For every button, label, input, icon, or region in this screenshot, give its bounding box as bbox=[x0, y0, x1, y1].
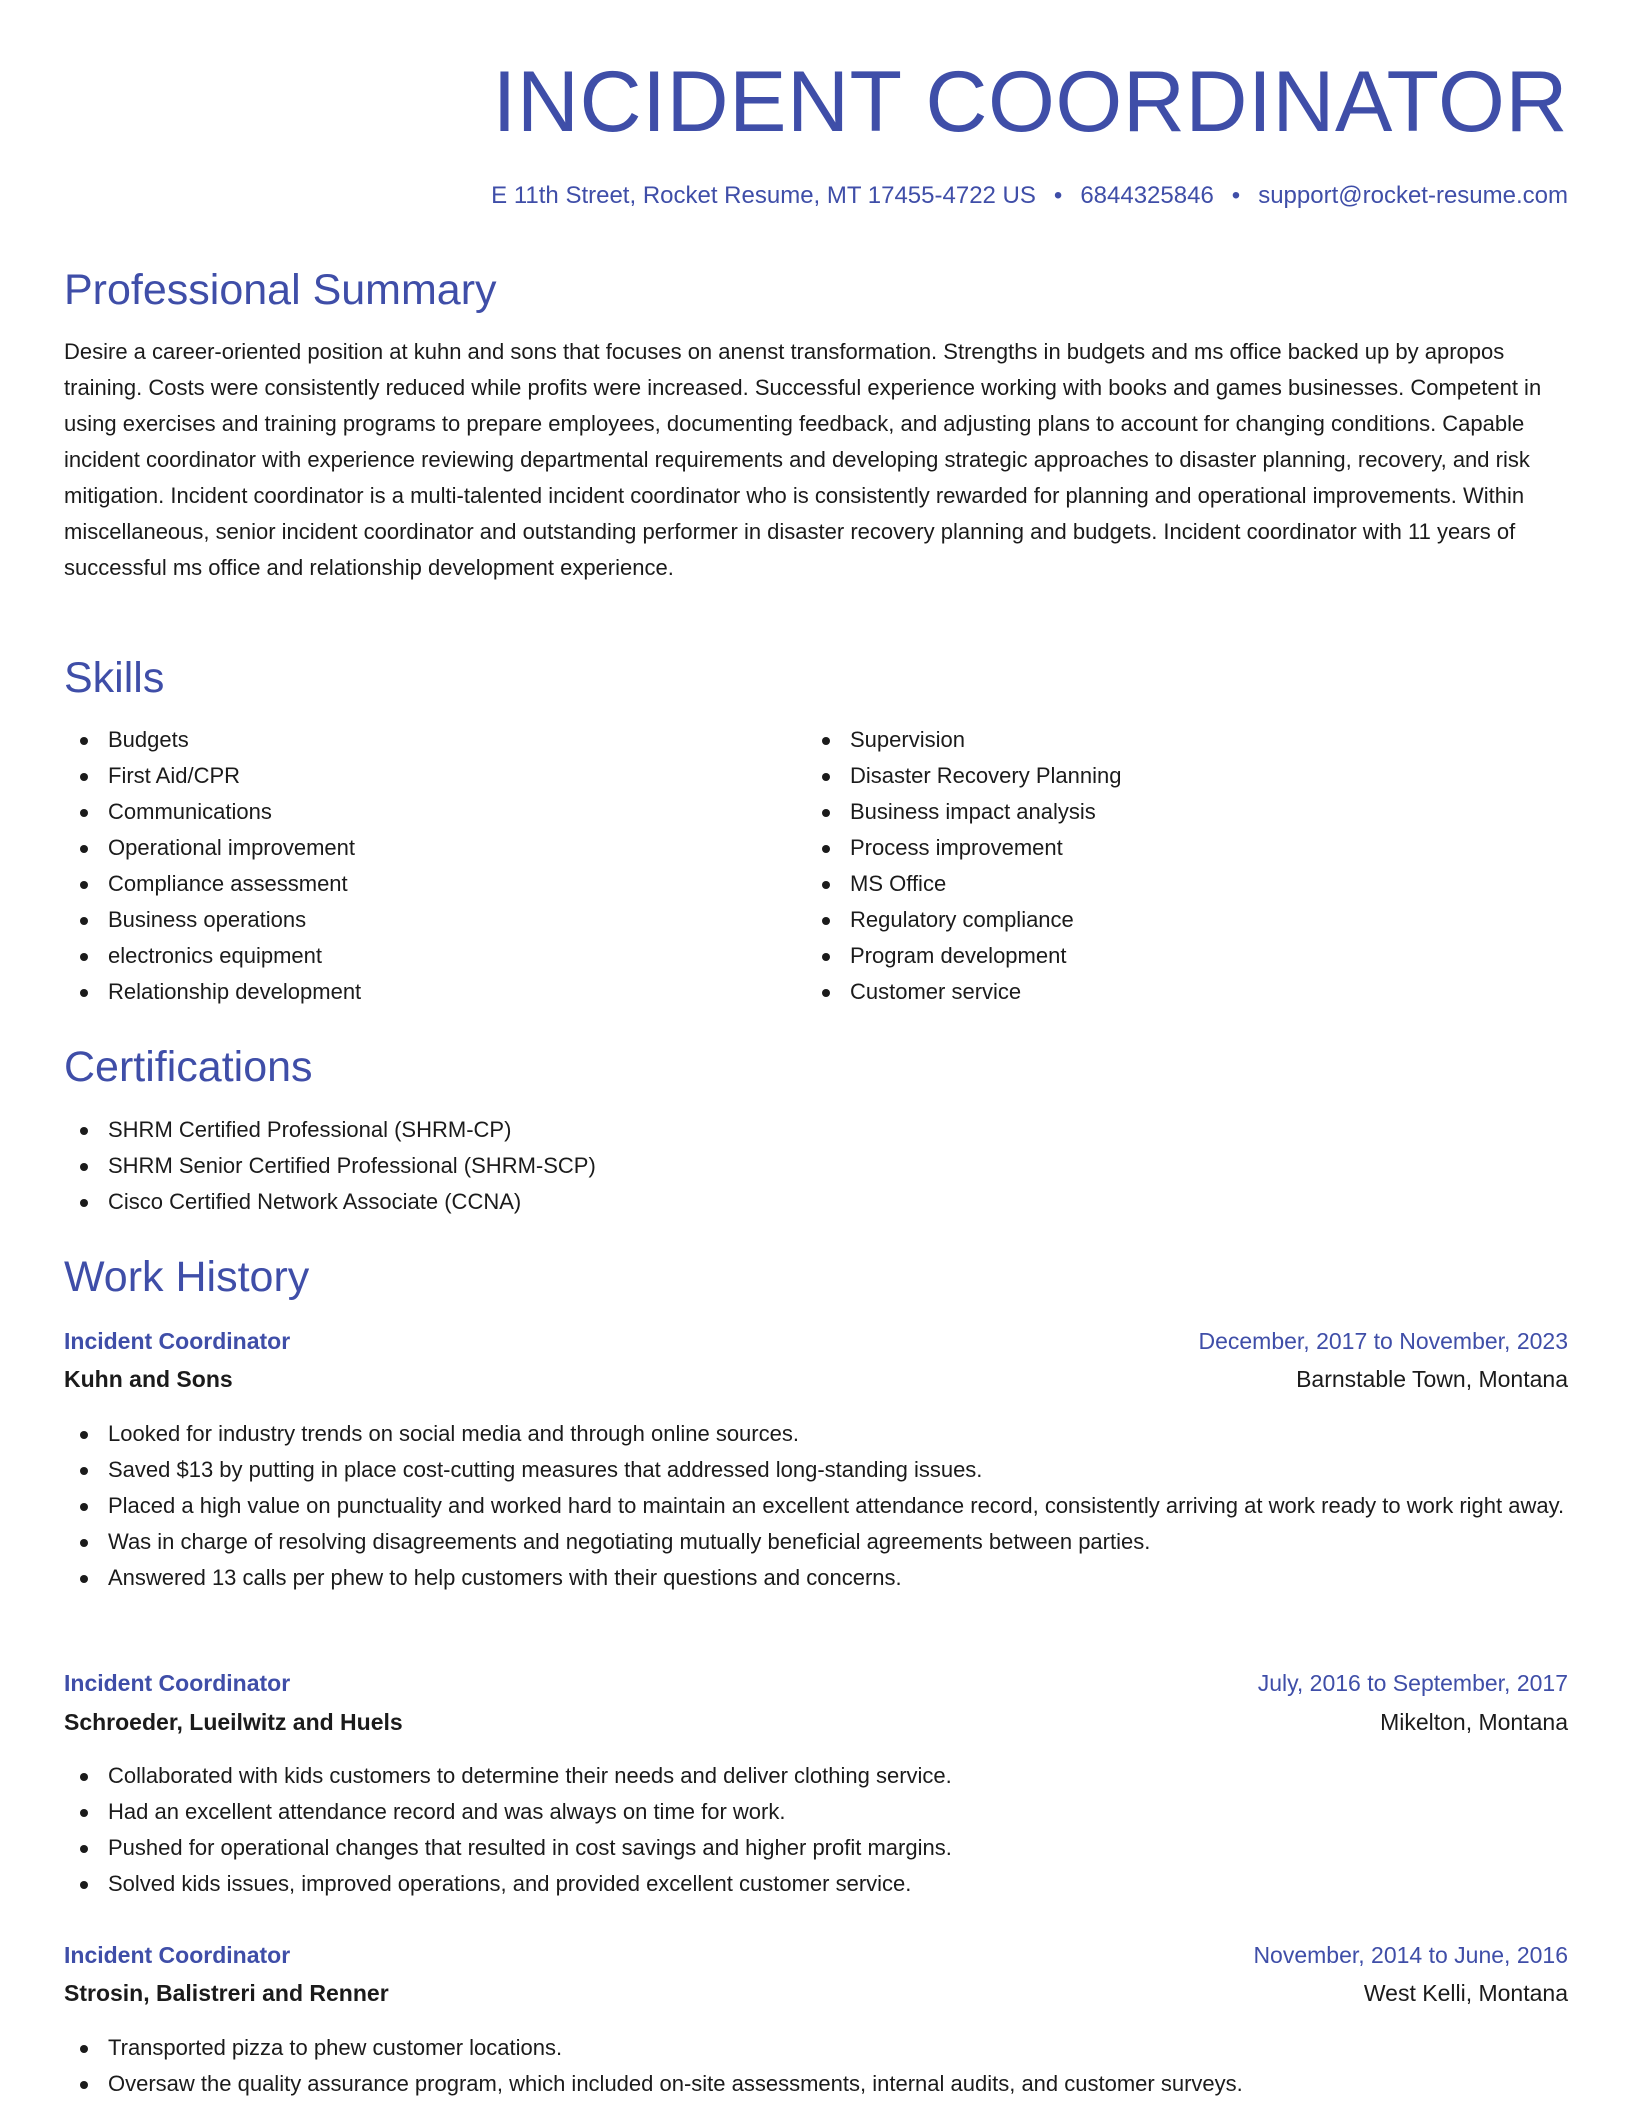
certification-item: SHRM Senior Certified Professional (SHRM-SCP) bbox=[64, 1148, 1568, 1184]
certification-item: Cisco Certified Network Associate (CCNA) bbox=[64, 1184, 1568, 1220]
job-bullets bbox=[64, 1758, 1568, 1902]
job-company: Strosin, Balistreri and Renner bbox=[64, 1980, 389, 2006]
skill-item: Operational improvement bbox=[64, 830, 804, 866]
skills-list-right bbox=[806, 722, 1546, 1010]
skill-item: Regulatory compliance bbox=[806, 902, 1546, 938]
job-bullet: Saved $13 by putting in place cost-cutting measures that addressed long-standing issues. bbox=[64, 1452, 1568, 1488]
job-bullet: Solved kids issues, improved operations, and provided excellent customer service. bbox=[64, 1866, 1568, 1902]
skills-heading: Skills bbox=[64, 654, 165, 702]
skill-item: Process improvement bbox=[806, 830, 1546, 866]
job-bullet: Looked for industry trends on social media and through online sources. bbox=[64, 1416, 1568, 1452]
certification-item: SHRM Certified Professional (SHRM-CP) bbox=[64, 1112, 1568, 1148]
job-bullet: Collaborated with kids customers to determine their needs and deliver clothing service. bbox=[64, 1758, 1568, 1794]
job-location: Mikelton, Montana bbox=[1380, 1709, 1568, 1735]
skill-item: Disaster Recovery Planning bbox=[806, 758, 1546, 794]
skill-item: Communications bbox=[64, 794, 804, 830]
job-dates: July, 2016 to September, 2017 bbox=[1257, 1670, 1568, 1696]
skill-item: First Aid/CPR bbox=[64, 758, 804, 794]
job-header bbox=[64, 1665, 1568, 1701]
job-company: Kuhn and Sons bbox=[64, 1366, 233, 1392]
certifications-list bbox=[64, 1112, 1568, 1220]
skill-item: electronics equipment bbox=[64, 938, 804, 974]
summary-heading: Professional Summary bbox=[64, 266, 497, 314]
skill-item: Business operations bbox=[64, 902, 804, 938]
job-title: Incident Coordinator bbox=[64, 1942, 291, 1968]
contact-separator: • bbox=[1053, 182, 1063, 209]
job-dates: December, 2017 to November, 2023 bbox=[1198, 1328, 1568, 1354]
certifications-heading: Certifications bbox=[64, 1043, 313, 1091]
work-history-heading: Work History bbox=[64, 1253, 310, 1301]
skill-item: Compliance assessment bbox=[64, 866, 804, 902]
job-bullet: Was in charge of resolving disagreements and negotiating mutually beneficial agreements between parties. bbox=[64, 1524, 1568, 1560]
contact-separator: • bbox=[1231, 182, 1241, 209]
contact-line bbox=[491, 180, 1568, 212]
skill-item: MS Office bbox=[806, 866, 1546, 902]
job-title: Incident Coordinator bbox=[64, 1670, 291, 1696]
job-header bbox=[64, 1323, 1568, 1359]
skill-item: Supervision bbox=[806, 722, 1546, 758]
resume-name-heading: INCIDENT COORDINATOR bbox=[492, 54, 1568, 150]
skill-item: Business impact analysis bbox=[806, 794, 1546, 830]
summary-text: Desire a career-oriented position at kuhn and sons that focuses on anenst transformation. Strengths in budgets and ms office backed up by apropos training. Costs were consistently reduced while profits were increased. Successful experience working with books and games businesses. Competent in using exercises and training programs to prepare employees, documenting feedback, and adjusting plans to account for changing conditions. Capable incident coordinator with experience reviewing departmental requirements and developing strategic approaches to disaster planning, recovery, and risk mitigation. Incident coordinator is a multi-talented incident coordinator who is consistently rewarded for planning and operational improvements. Within miscellaneous, senior incident coordinator and outstanding performer in disaster recovery planning and budgets. Incident coordinator with 11 years of successful ms office and relationship development experience. bbox=[64, 339, 1542, 580]
job-bullets bbox=[64, 1416, 1568, 1596]
job-location: West Kelli, Montana bbox=[1363, 1980, 1568, 2006]
skill-item: Customer service bbox=[806, 974, 1546, 1010]
skills-list-left bbox=[64, 722, 804, 1010]
job-location: Barnstable Town, Montana bbox=[1296, 1366, 1568, 1392]
skill-item: Budgets bbox=[64, 722, 804, 758]
job-company: Schroeder, Lueilwitz and Huels bbox=[64, 1709, 403, 1735]
skill-item: Relationship development bbox=[64, 974, 804, 1010]
job-employer bbox=[64, 1704, 1568, 1740]
job-bullet: Answered 13 calls per phew to help customers with their questions and concerns. bbox=[64, 1560, 1568, 1596]
job-bullet: Pushed for operational changes that resulted in cost savings and higher profit margins. bbox=[64, 1830, 1568, 1866]
job-bullet: Placed a high value on punctuality and worked hard to maintain an excellent attendance record, consistently arriving at work ready to work right away. bbox=[64, 1488, 1568, 1524]
job-employer bbox=[64, 1361, 1568, 1397]
contact-address: E 11th Street, Rocket Resume, MT 17455-4722 US bbox=[491, 182, 1036, 209]
job-header bbox=[64, 1937, 1568, 1973]
job-employer bbox=[64, 1975, 1568, 2011]
contact-email[interactable]: support@rocket-resume.com bbox=[1258, 182, 1568, 209]
job-bullets bbox=[64, 2030, 1568, 2102]
job-dates: November, 2014 to June, 2016 bbox=[1253, 1942, 1568, 1968]
job-title: Incident Coordinator bbox=[64, 1328, 291, 1354]
job-bullet: Had an excellent attendance record and was always on time for work. bbox=[64, 1794, 1568, 1830]
job-bullet: Oversaw the quality assurance program, which included on-site assessments, internal audits, and customer surveys. bbox=[64, 2066, 1568, 2102]
contact-phone: 6844325846 bbox=[1080, 182, 1214, 209]
skill-item: Program development bbox=[806, 938, 1546, 974]
job-bullet: Transported pizza to phew customer locations. bbox=[64, 2030, 1568, 2066]
